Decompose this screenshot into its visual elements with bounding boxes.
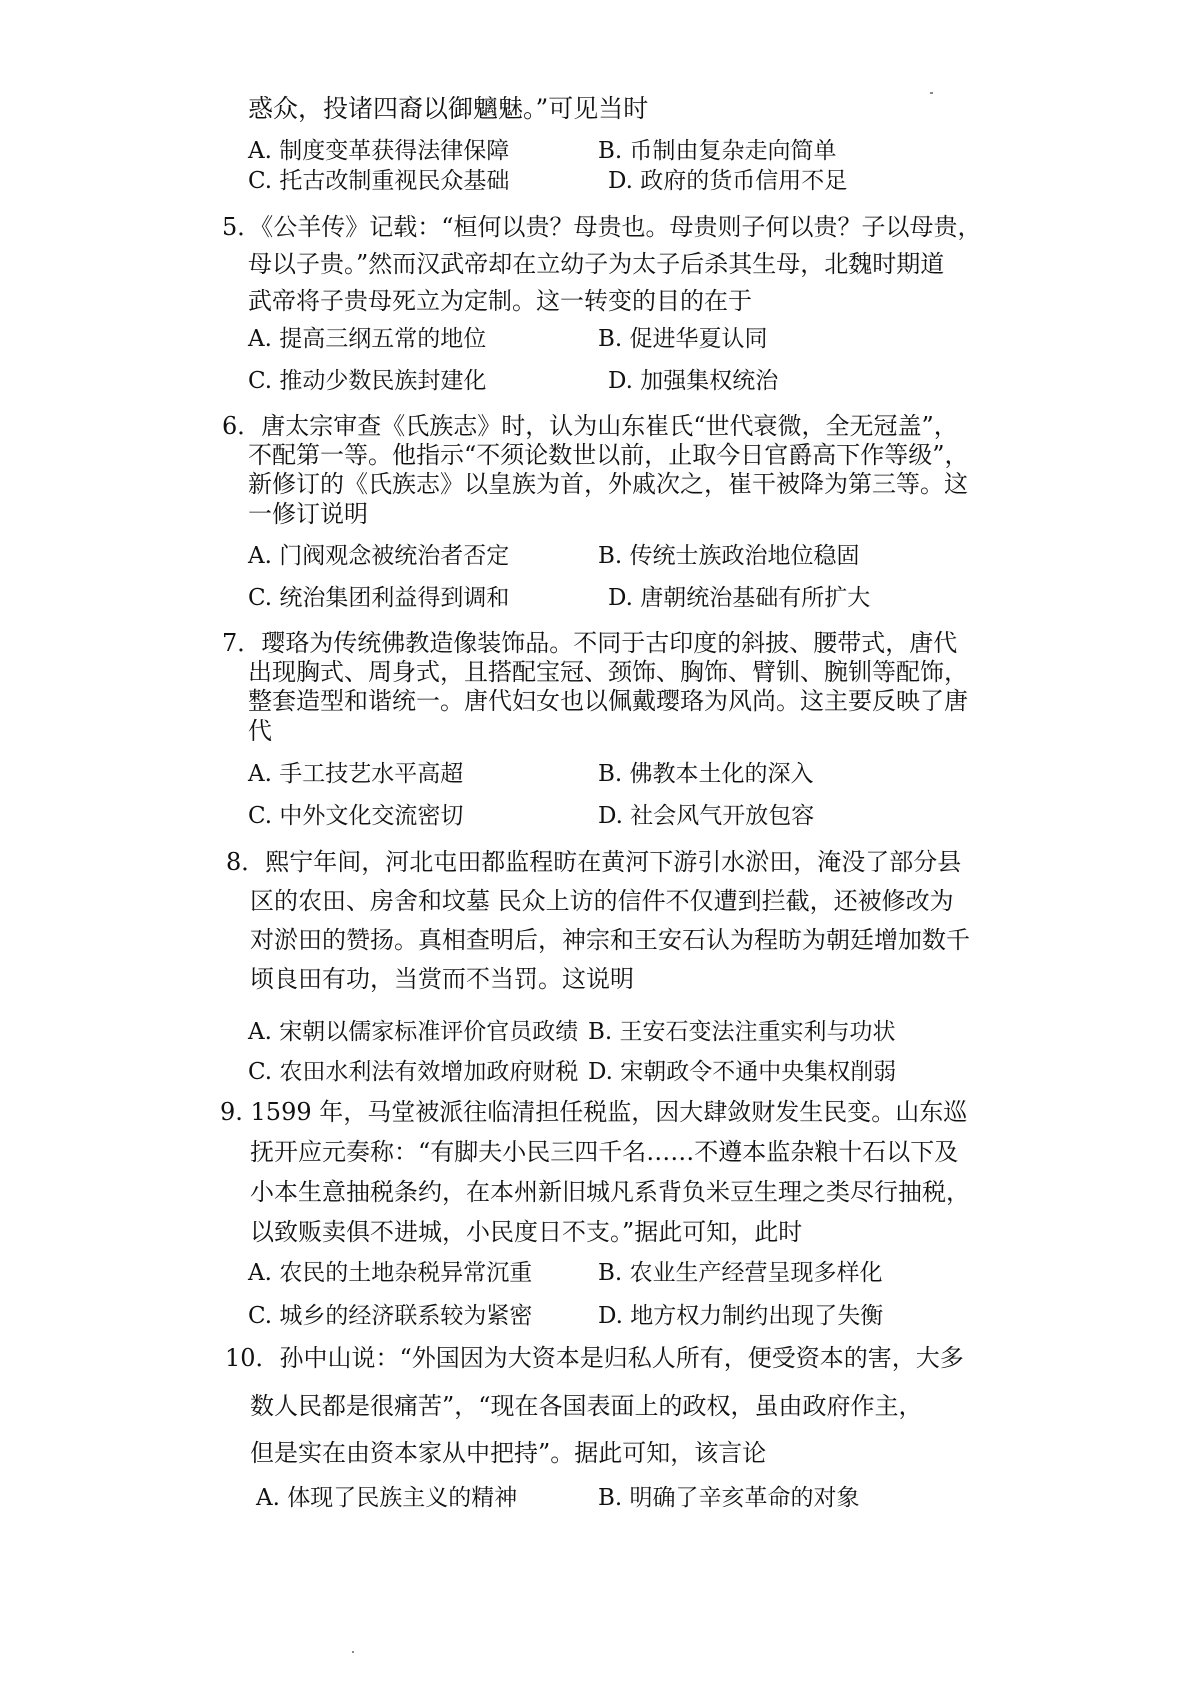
q9-option-b: B. 农业生产经营呈现多样化	[598, 1260, 883, 1286]
q5-line-1: 5．《公羊传》记载：“桓何以贵？母贵也。母贵则子何以贵？子以母贵，	[222, 213, 982, 241]
q8-option-d: D. 宋朝政令不通中央集权削弱	[588, 1059, 897, 1085]
q8-line-3: 对淤田的赞扬。真相查明后，神宗和王安石认为程昉为朝廷增加数千	[250, 926, 970, 954]
q7-line-1: 7．璎珞为传统佛教造像装饰品。不同于古印度的斜披、腰带式，唐代	[222, 629, 958, 657]
q7-line-3: 整套造型和谐统一。唐代妇女也以佩戴璎珞为风尚。这主要反映了唐	[248, 687, 968, 715]
q4-option-b: B. 币制由复杂走向简单	[598, 138, 837, 164]
q7-option-c: C. 中外文化交流密切	[248, 803, 464, 829]
q9-line-2: 抚开应元奏称：“有脚夫小民三四千名……不遵本监杂粮十石以下及	[250, 1138, 959, 1166]
q4-option-a: A. 制度变革获得法律保障	[248, 138, 510, 164]
q7-option-b: B. 佛教本土化的深入	[598, 761, 814, 787]
q10-option-a: A. 体现了民族主义的精神	[256, 1485, 518, 1511]
q8-option-c: C. 农田水利法有效增加政府财税	[248, 1059, 579, 1085]
q6-option-d: D. 唐朝统治基础有所扩大	[608, 585, 871, 611]
q7-option-a: A. 手工技艺水平高超	[248, 761, 464, 787]
q10-line-1: 10．孙中山说：“外国因为大资本是归私人所有，便受资本的害，大多	[225, 1344, 964, 1372]
q6-option-a: A. 门阀观念被统治者否定	[248, 543, 510, 569]
q4-option-d: D. 政府的货币信用不足	[608, 168, 848, 194]
q4-option-c: C. 托古改制重视民众基础	[248, 168, 510, 194]
q6-line-2: 不配第一等。他指示“不须论数世以前，止取今日官爵高下作等级”，	[248, 441, 969, 469]
q7-line-2: 出现胸式、周身式，且搭配宝冠、颈饰、胸饰、臂钏、腕钏等配饰，	[248, 658, 968, 686]
q8-line-2: 区的农田、房舍和坟墓 民众上访的信件不仅遭到拦截，还被修改为	[250, 887, 954, 915]
q5-option-c: C. 推动少数民族封建化	[248, 368, 487, 394]
scan-speck	[352, 1651, 354, 1653]
q6-option-c: C. 统治集团利益得到调和	[248, 585, 510, 611]
q5-option-a: A. 提高三纲五常的地位	[248, 326, 487, 352]
q10-line-3: 但是实在由资本家从中把持”。据此可知，该言论	[250, 1439, 767, 1467]
q7-option-d: D. 社会风气开放包容	[598, 803, 815, 829]
q10-option-b: B. 明确了辛亥革命的对象	[598, 1485, 860, 1511]
q9-option-a: A. 农民的土地杂税异常沉重	[248, 1260, 533, 1286]
q9-line-1: 9. 1599 年，马堂被派往临清担任税监，因大肆敛财发生民变。山东巡	[220, 1098, 968, 1126]
q9-line-4: 以致贩卖俱不进城，小民度日不支。”据此可知，此时	[250, 1218, 803, 1246]
q6-line-1: 6．唐太宗审查《氏族志》时，认为山东崔氏“世代衰微，全无冠盖”，	[222, 412, 958, 440]
q8-option-a: A. 宋朝以儒家标准评价官员政绩	[248, 1019, 579, 1045]
q9-option-c: C. 城乡的经济联系较为紧密	[248, 1303, 533, 1329]
q6-option-b: B. 传统士族政治地位稳固	[598, 543, 860, 569]
q5-option-d: D. 加强集权统治	[608, 368, 779, 394]
scan-speck	[930, 92, 933, 94]
q6-line-3: 新修订的《氏族志》以皇族为首，外戚次之，崔干被降为第三等。这	[248, 470, 968, 498]
q5-line-3: 武帝将子贵母死立为定制。这一转变的目的在于	[248, 287, 752, 315]
q9-line-3: 小本生意抽税条约，在本州新旧城凡系背负米豆生理之类尽行抽税，	[250, 1178, 970, 1206]
q5-line-2: 母以子贵。”然而汉武帝却在立幼子为太子后杀其生母，北魏时期道	[248, 250, 945, 278]
q7-line-4: 代	[248, 717, 272, 745]
q8-line-4: 顷良田有功，当赏而不当罚。这说明	[250, 965, 634, 993]
q8-line-1: 8．熙宁年间，河北屯田都监程昉在黄河下游引水淤田，淹没了部分县	[226, 848, 962, 876]
q10-line-2: 数人民都是很痛苦”，“现在各国表面上的政权，虽由政府作主，	[250, 1392, 923, 1420]
q5-option-b: B. 促进华夏认同	[598, 326, 768, 352]
q6-line-4: 一修订说明	[248, 500, 368, 528]
q4-stem-tail: 惑众，投诸四裔以御魑魅。”可见当时	[248, 94, 649, 123]
q9-option-d: D. 地方权力制约出现了失衡	[598, 1303, 884, 1329]
q8-option-b: B. 王安石变法注重实利与功状	[588, 1019, 896, 1045]
